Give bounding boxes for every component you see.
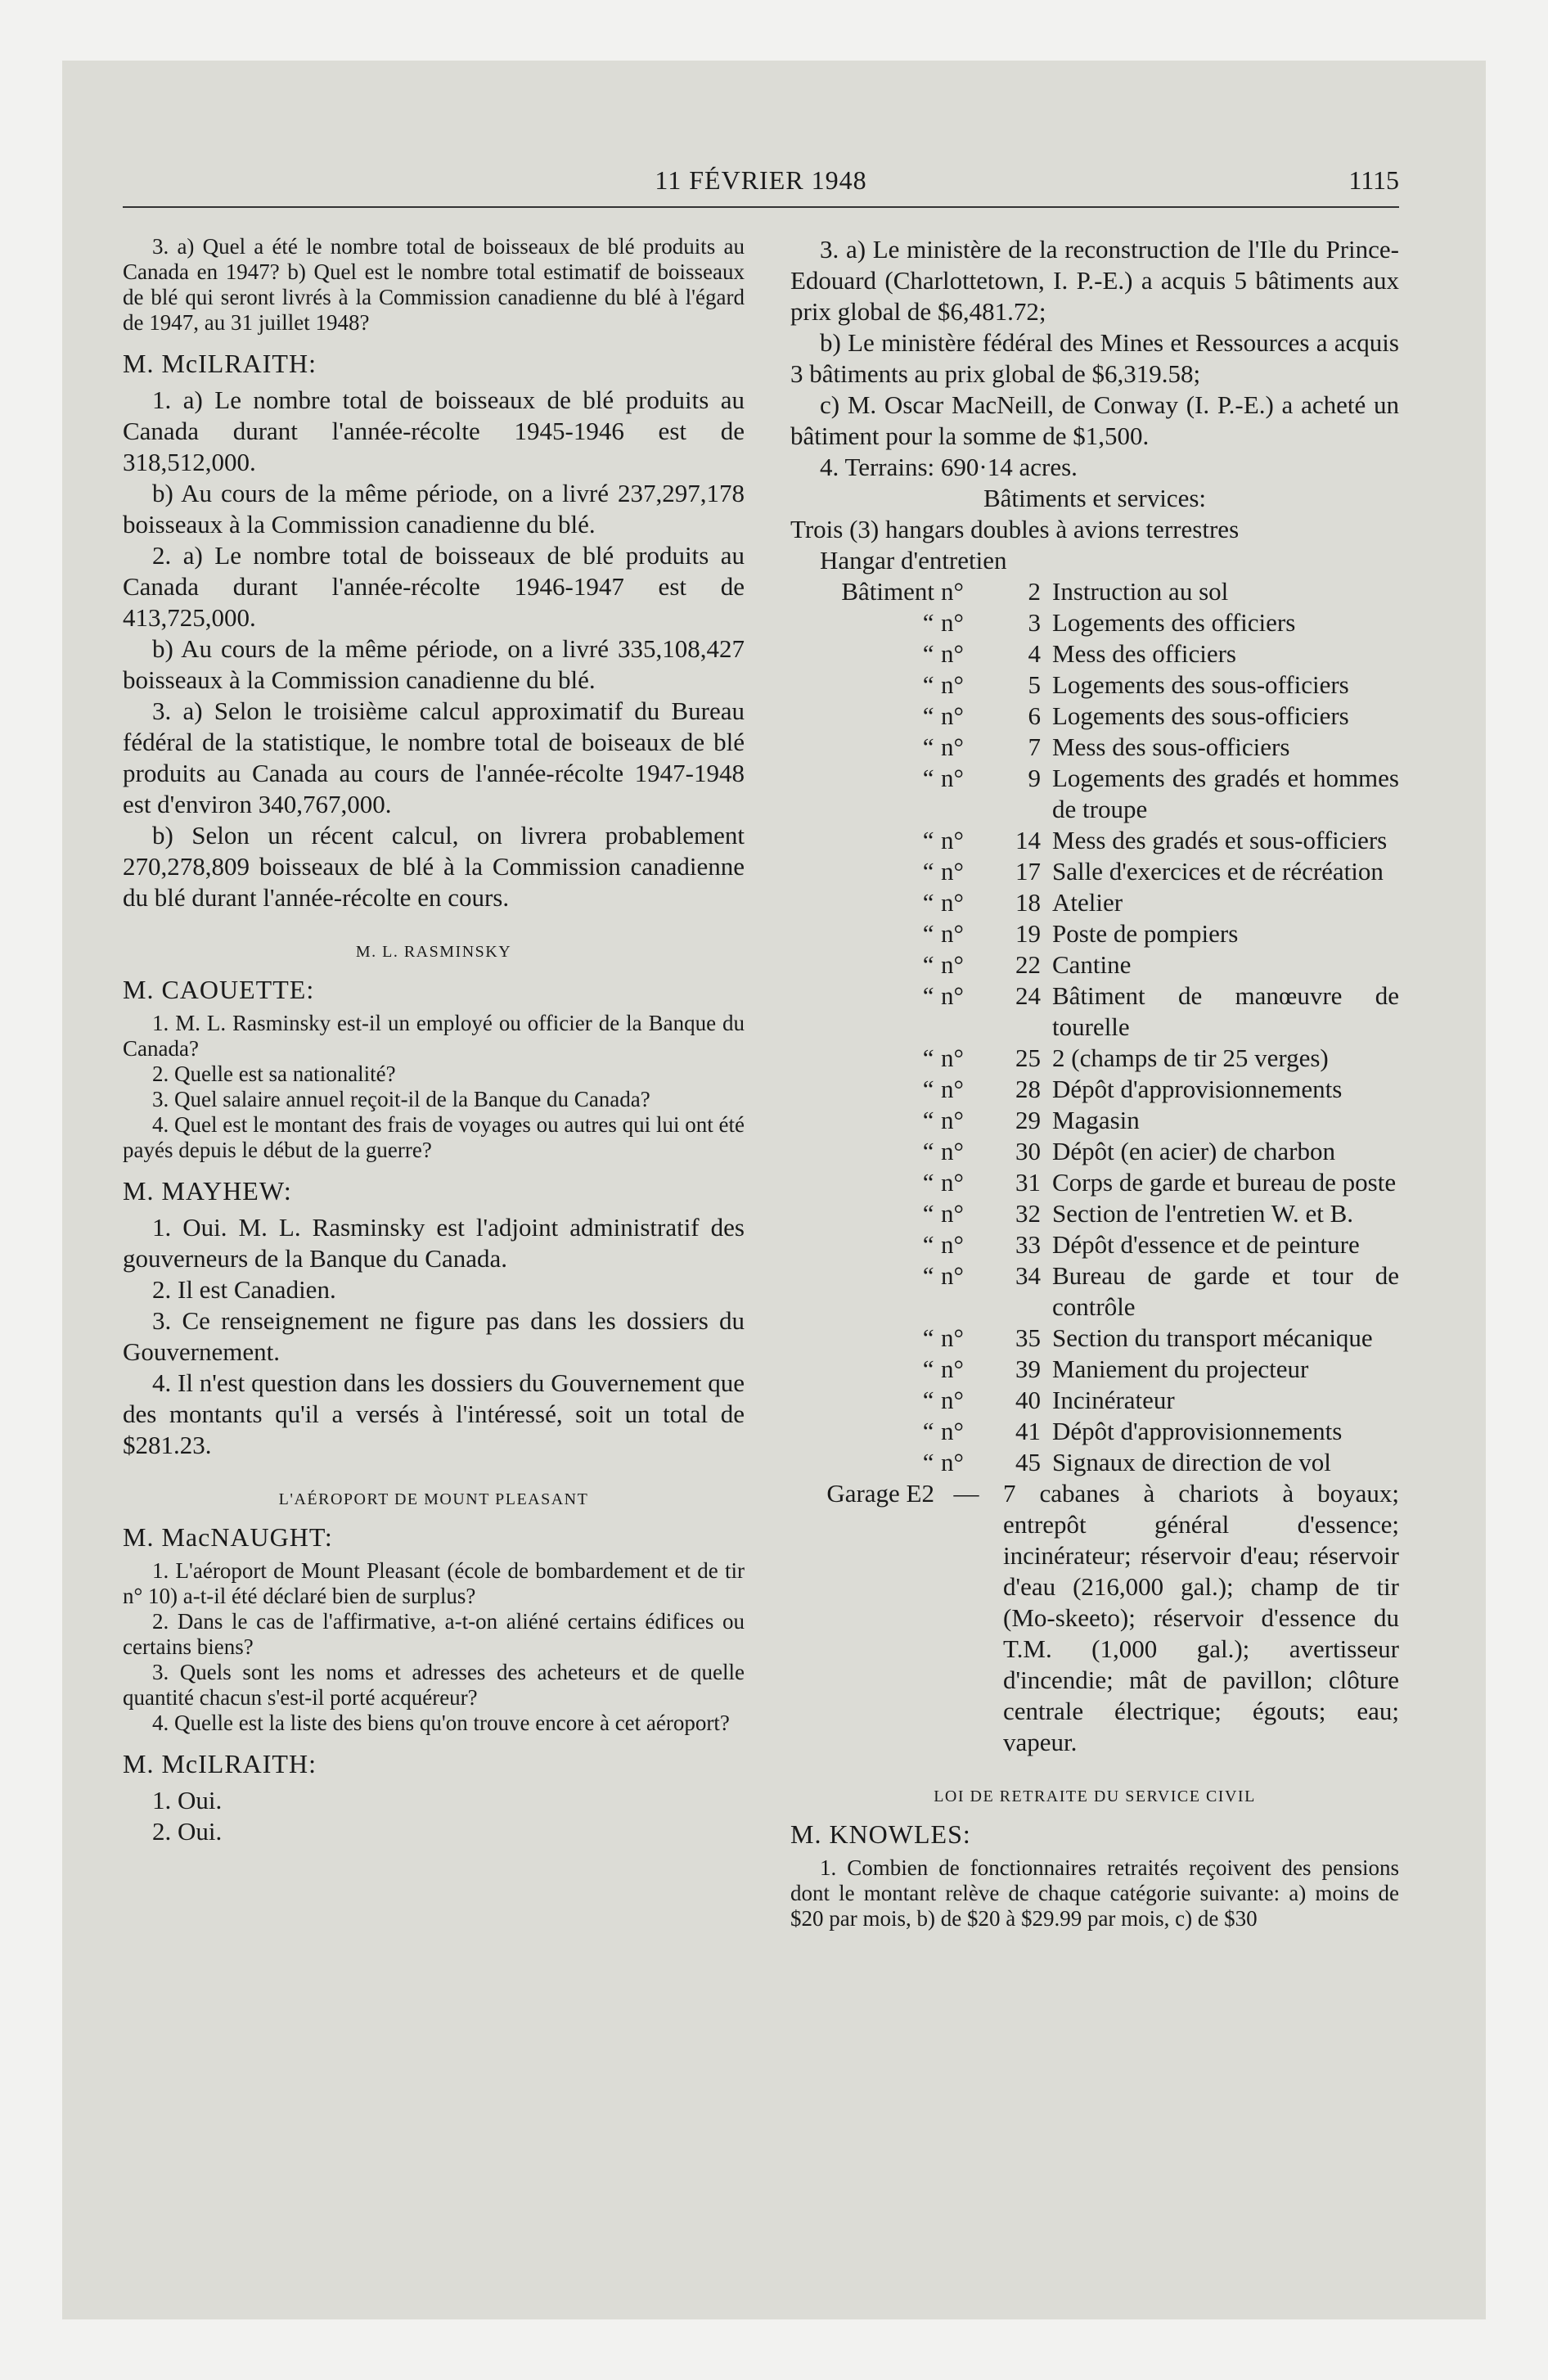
speaker-mcilraith: M. McILRAITH: [123,349,317,378]
building-row [790,763,1399,825]
building-num-label: n° [941,857,964,886]
answer-paragraph: 1. Oui. M. L. Rasminsky est l'adjoint administratif des gouverneurs de la Banque du Canada. [123,1213,745,1273]
building-number: 33 [1015,1230,1041,1259]
building-number: 41 [1015,1417,1041,1445]
building-num-label: n° [941,1417,964,1445]
building-number: 7 [1028,732,1041,761]
answer-paragraph: 2. Oui. [152,1817,223,1846]
question-item: 2. Dans le cas de l'affirmative, a-t-on aliéné certains édifices ou certains biens? [123,1609,745,1659]
building-num-label: n° [941,764,964,792]
building-number: 22 [1015,950,1041,979]
building-prefix: “ [920,1075,934,1103]
building-number: 18 [1015,888,1041,917]
building-description: Dépôt d'approvisionnements [1052,1417,1343,1445]
building-row [790,980,1399,1043]
left-column [123,234,745,1847]
building-description: Magasin [1052,1106,1140,1134]
answer-paragraph: 3. a) Le ministère de la reconstruction de l'Ile du Prince-Edouard (Charlottetown, I. P.-E.) a acquis 5 bâtiments aux prix global de $6,481.72; [790,235,1399,326]
building-prefix: “ [920,1168,934,1197]
building-num-label: n° [941,826,964,854]
page-number: 1115 [1348,165,1399,195]
building-num-label: n° [941,577,964,606]
answer-paragraph: b) Au cours de la même période, on a livré 237,297,178 boisseaux à la Commission canadienne du blé. [123,479,745,539]
building-description: 2 (champs de tir 25 verges) [1052,1044,1329,1072]
building-number: 3 [1028,608,1041,637]
building-prefix: “ [920,1230,934,1259]
building-prefix: “ [920,1261,934,1290]
question-item: 1. Combien de fonctionnaires retraités reçoivent des pensions dont le montant relève de chaque catégorie suivante: a) moins de $20 par mois, b) de $20 à $29.99 par mois, c) de $30 [790,1855,1399,1931]
building-prefix: “ [920,1106,934,1134]
building-prefix: “ [920,826,934,854]
answer-paragraph: 3. a) Selon le troisième calcul approximatif du Bureau fédéral de la statistique, le nombre total de boiseaux de blé produits au Canada au cours de l'année-récolte 1947-1948 est d'environ 340,767,000. [123,696,745,818]
building-prefix: “ [920,1323,934,1352]
building-num-label: n° [941,1106,964,1134]
building-row [790,638,1399,669]
garage-description: 7 cabanes à chariots à boyaux; entrepôt général d'essence; incinérateur; réservoir d'eau; réservoir d'eau (216,000 gal.); champ de tir (Mo-skeeto); réservoir d'essence du T.M. (1,000 gal.); avertisseur d'incendie; mât de pavillon; clôture centrale électrique; égouts; eau; vapeur. [1003,1479,1399,1756]
header-date: 11 FÉVRIER 1948 [655,165,867,195]
building-prefix: “ [920,1137,934,1165]
building-row [790,701,1399,732]
building-num-label: n° [941,888,964,917]
building-description: Incinérateur [1052,1386,1175,1414]
building-description: Mess des gradés et sous-officiers [1052,826,1388,854]
question-item: 2. Quelle est sa nationalité? [152,1062,396,1086]
building-row [790,607,1399,638]
building-num-label: n° [941,919,964,948]
building-prefix: “ [920,639,934,668]
building-num-label: n° [941,981,964,1010]
speaker-mayhew: M. MAYHEW: [123,1176,292,1206]
building-number: 4 [1028,639,1041,668]
garage-row [790,1478,1399,1758]
building-num-label: n° [941,1355,964,1383]
building-number: 28 [1015,1075,1041,1103]
building-row [790,1074,1399,1105]
right-column [790,234,1399,1931]
building-row [790,1385,1399,1416]
building-row [790,732,1399,763]
building-row [790,1323,1399,1354]
building-row [790,1105,1399,1136]
buildings-table [790,576,1399,1758]
answer-paragraph: 4. Il n'est question dans les dossiers du Gouvernement que des montants qu'il a versés à l'intéressé, soit un total de $281.23. [123,1368,745,1459]
building-description: Logements des sous-officiers [1052,670,1349,699]
building-description: Logements des gradés et hommes de troupe [1052,764,1399,823]
building-num-label: n° [941,1323,964,1352]
building-prefix: “ [920,701,934,730]
building-description: Bureau de garde et tour de contrôle [1052,1261,1399,1321]
question-item: 4. Quelle est la liste des biens qu'on trouve encore à cet aéroport? [152,1711,730,1735]
answer-paragraph: b) Selon un récent calcul, on livrera probablement 270,278,809 boisseaux de blé à la Commission canadienne du blé durant l'année-récolte en cours. [123,821,745,912]
answer-paragraph: b) Le ministère fédéral des Mines et Ressources a acquis 3 bâtiments au prix global de $6,319.58; [790,328,1399,388]
building-num-label: n° [941,1075,964,1103]
answer-paragraph: b) Au cours de la même période, on a livré 335,108,427 boisseaux à la Commission canadienne du blé. [123,634,745,694]
building-description: Dépôt d'approvisionnements [1052,1075,1343,1103]
maintenance-hangar-line: Hangar d'entretien [820,546,1007,575]
section-heading-airport: L'AÉROPORT DE MOUNT PLEASANT [278,1490,589,1508]
answer-paragraph: 4. Terrains: 690·14 acres. [820,453,1078,481]
building-row [790,1416,1399,1447]
answer-paragraph: 3. Ce renseignement ne figure pas dans les dossiers du Gouvernement. [123,1306,745,1366]
building-number: 19 [1015,919,1041,948]
hangars-line: Trois (3) hangars doubles à avions terrestres [790,515,1240,543]
building-row [790,918,1399,949]
building-description: Logements des sous-officiers [1052,701,1349,730]
building-number: 35 [1015,1323,1041,1352]
building-number: 14 [1015,826,1041,854]
building-description: Dépôt (en acier) de charbon [1052,1137,1335,1165]
building-number: 5 [1028,670,1041,699]
building-prefix: “ [920,1044,934,1072]
question-item: 4. Quel est le montant des frais de voyages ou autres qui lui ont été payés depuis le début de la guerre? [123,1112,745,1162]
building-number: 24 [1015,981,1041,1010]
page-header [123,160,1399,208]
building-description: Corps de garde et bureau de poste [1052,1168,1397,1197]
building-row [790,887,1399,918]
building-description: Bâtiment de manœuvre de tourelle [1052,981,1399,1041]
building-prefix: “ [920,950,934,979]
building-number: 31 [1015,1168,1041,1197]
building-description: Instruction au sol [1052,577,1229,606]
garage-dash: — [953,1479,979,1508]
building-row [790,949,1399,980]
building-description: Dépôt d'essence et de peinture [1052,1230,1360,1259]
building-number: 9 [1028,764,1041,792]
building-description: Maniement du projecteur [1052,1355,1309,1383]
building-prefix: “ [920,919,934,948]
building-description: Signaux de direction de vol [1052,1448,1331,1476]
building-number: 25 [1015,1044,1041,1072]
building-row [790,1260,1399,1323]
building-row [790,576,1399,607]
building-prefix: “ [920,1199,934,1228]
answer-paragraph: 2. Il est Canadien. [152,1275,336,1304]
building-row [790,825,1399,856]
building-number: 30 [1015,1137,1041,1165]
building-description: Section de l'entretien W. et B. [1052,1199,1354,1228]
garage-label: Garage E2 [826,1479,934,1508]
building-prefix: “ [920,981,934,1010]
building-number: 2 [1028,577,1041,606]
building-prefix: “ [920,1386,934,1414]
building-num-label: n° [941,670,964,699]
building-row [790,1043,1399,1074]
building-num-label: n° [941,1230,964,1259]
building-prefix: “ [920,732,934,761]
building-description: Logements des officiers [1052,608,1296,637]
speaker-macnaught: M. MacNAUGHT: [123,1522,333,1552]
building-prefix: “ [920,1448,934,1476]
building-prefix: “ [920,670,934,699]
building-description: Cantine [1052,950,1132,979]
building-num-label: n° [941,701,964,730]
building-prefix: “ [920,608,934,637]
building-number: 32 [1015,1199,1041,1228]
building-prefix: “ [920,888,934,917]
building-num-label: n° [941,639,964,668]
building-description: Mess des sous-officiers [1052,732,1290,761]
building-row [790,1198,1399,1229]
building-description: Atelier [1052,888,1123,917]
building-description: Poste de pompiers [1052,919,1239,948]
building-num-label: n° [941,608,964,637]
building-number: 17 [1015,857,1041,886]
building-num-label: n° [941,1044,964,1072]
building-num-label: n° [941,732,964,761]
building-number: 29 [1015,1106,1041,1134]
building-row [790,1354,1399,1385]
speaker-mcilraith-2: M. McILRAITH: [123,1749,317,1778]
building-prefix: “ [920,1355,934,1383]
building-num-label: n° [941,1168,964,1197]
building-prefix: “ [920,857,934,886]
building-row [790,1229,1399,1260]
question-item: 3. Quel salaire annuel reçoit-il de la Banque du Canada? [152,1087,650,1111]
building-row [790,669,1399,701]
speaker-knowles: M. KNOWLES: [790,1819,971,1849]
answer-paragraph: 1. a) Le nombre total de boisseaux de blé produits au Canada durant l'année-récolte 1945-1946 est de 318,512,000. [123,385,745,476]
question-item: 1. L'aéroport de Mount Pleasant (école de bombardement et de tir n° 10) a-t-il été déclaré bien de surplus? [123,1558,745,1608]
building-row [790,1447,1399,1478]
building-number: 34 [1015,1261,1041,1290]
building-description: Mess des officiers [1052,639,1236,668]
question-item: 3. Quels sont les noms et adresses des acheteurs et de quelle quantité chacun s'est-il porté acquéreur? [123,1660,745,1710]
building-number: 39 [1015,1355,1041,1383]
speaker-caouette: M. CAOUETTE: [123,975,315,1004]
building-row [790,856,1399,887]
building-num-label: n° [941,1137,964,1165]
building-prefix: Bâtiment [841,577,934,606]
building-row [790,1167,1399,1198]
section-heading-rasminsky: M. L. RASMINSKY [355,943,512,961]
building-number: 45 [1015,1448,1041,1476]
building-number: 6 [1028,701,1041,730]
building-row [790,1136,1399,1167]
building-prefix: “ [920,764,934,792]
building-description: Salle d'exercices et de récréation [1052,857,1384,886]
buildings-heading: Bâtiments et services: [983,484,1207,512]
question-wheat: 3. a) Quel a été le nombre total de boisseaux de blé produits au Canada en 1947? b) Quel est le nombre total estimatif de boisseaux de blé qui seront livrés à la Commission canadienne du blé à l'égard de 1947, au 31 juillet 1948? [123,234,745,335]
answer-paragraph: 2. a) Le nombre total de boisseaux de blé produits au Canada durant l'année-récolte 1946-1947 est de 413,725,000. [123,541,745,632]
building-num-label: n° [941,1448,964,1476]
building-num-label: n° [941,1386,964,1414]
building-num-label: n° [941,1261,964,1290]
section-heading-retirement: LOI DE RETRAITE DU SERVICE CIVIL [934,1787,1256,1805]
question-item: 1. M. L. Rasminsky est-il un employé ou officier de la Banque du Canada? [123,1011,745,1061]
answer-paragraph: 1. Oui. [152,1786,223,1814]
answer-paragraph: c) M. Oscar MacNeill, de Conway (I. P.-E.) a acheté un bâtiment pour la somme de $1,500. [790,390,1399,450]
building-num-label: n° [941,950,964,979]
building-num-label: n° [941,1199,964,1228]
building-prefix: “ [920,1417,934,1445]
building-number: 40 [1015,1386,1041,1414]
building-description: Section du transport mécanique [1052,1323,1373,1352]
